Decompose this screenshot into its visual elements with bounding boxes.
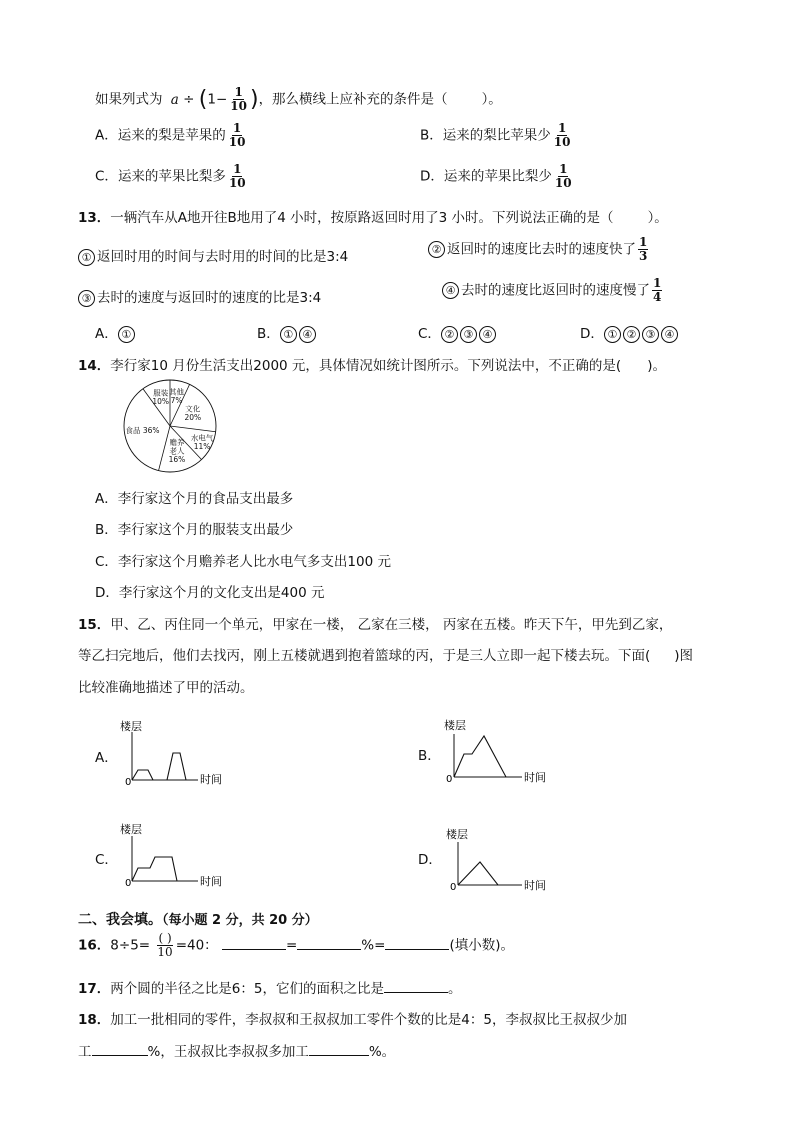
q12-stem-end: ）。 bbox=[481, 91, 502, 108]
q12-stem bbox=[95, 86, 502, 113]
formula-fraction: $\frac{1}{10}$ bbox=[230, 85, 247, 113]
q13-statement-4: ④ 去时的速度比返回时的速度慢了 $\frac{1}{4}$ bbox=[442, 277, 664, 304]
pie-label-0: 服装 10% bbox=[152, 388, 170, 406]
svg-text:0: 0 bbox=[125, 878, 132, 889]
pie-label-5: 食品 36% bbox=[125, 426, 160, 436]
q16-blank-3[interactable] bbox=[385, 935, 449, 950]
q17-blank[interactable] bbox=[384, 978, 448, 993]
svg-text:时间: 时间 bbox=[200, 773, 222, 786]
q14-option-a[interactable]: A．李行家这个月的食品支出最多 bbox=[95, 491, 294, 507]
formula-bracket: ( bbox=[198, 87, 208, 112]
q16-blank-2[interactable] bbox=[297, 935, 361, 950]
q12-stem-post: ，那么横线上应补充的条件是（ bbox=[258, 91, 448, 108]
q16-fraction: $\frac{( )}{10}$ bbox=[157, 931, 173, 959]
formula-one: 1 bbox=[207, 91, 216, 108]
formula-a: a bbox=[170, 91, 179, 108]
q13-statement-2: ② 返回时的速度比去时的速度快了 $\frac{1}{3}$ bbox=[428, 236, 650, 263]
q16-blank-1[interactable] bbox=[222, 935, 286, 950]
svg-text:时间: 时间 bbox=[200, 875, 222, 888]
q15-line-2: 等乙扫完地后，他们去找丙，刚上五楼就遇到抱着篮球的丙，于是三人立即一起下楼去玩。下面( )图 bbox=[78, 648, 694, 664]
q14-option-c[interactable]: C．李行家这个月赡养老人比水电气多支出100 元 bbox=[95, 554, 391, 570]
q15-line-3: 比较准确地描述了甲的活动。 bbox=[78, 680, 254, 696]
q14-option-b[interactable]: B．李行家这个月的服装支出最少 bbox=[95, 522, 294, 538]
formula-divide: ÷ bbox=[183, 91, 195, 108]
pie-label-3: 水电气 11% bbox=[190, 433, 214, 451]
q14-option-d[interactable]: D．李行家这个月的文化支出是400 元 bbox=[95, 585, 325, 601]
q15-graph-d[interactable]: D． 楼层 0 时间 bbox=[418, 828, 546, 893]
q12-option-c[interactable]: C．运来的苹果比梨多 $\frac{1}{10}$ bbox=[95, 162, 246, 190]
q18-line-1: 18．加工一批相同的零件，李叔叔和王叔叔加工零件个数的比是4：5，李叔叔比王叔叔少加 bbox=[78, 1012, 627, 1028]
q12-stem-pre: 如果列式为 bbox=[95, 91, 163, 108]
formula-bracket-close: ) bbox=[249, 87, 259, 112]
svg-text:楼层: 楼层 bbox=[446, 828, 468, 841]
svg-text:0: 0 bbox=[125, 777, 132, 788]
q18-line-2: 工 %，王叔叔比李叔叔多加工 %。 bbox=[78, 1040, 395, 1060]
svg-text:楼层: 楼层 bbox=[120, 720, 142, 733]
pie-label-2: 文化 20% bbox=[184, 404, 202, 422]
pie-label-1: 其他 7% bbox=[169, 387, 185, 406]
q18-blank-2[interactable] bbox=[309, 1041, 369, 1056]
svg-text:时间: 时间 bbox=[524, 771, 546, 784]
q15-graph-a[interactable]: A． 楼层 0 时间 bbox=[95, 720, 222, 788]
q12-option-d[interactable]: D．运来的苹果比梨少 $\frac{1}{10}$ bbox=[420, 162, 572, 190]
svg-text:0: 0 bbox=[450, 882, 457, 893]
svg-text:0: 0 bbox=[446, 774, 453, 785]
q13-option-c[interactable]: C． ② ③ ④ bbox=[418, 322, 498, 343]
q13-stem: 13．一辆汽车从A地开往B地用了4 小时，按原路返回时用了3 小时。下列说法正确的是（ ）。 bbox=[78, 210, 668, 226]
q14-stem: 14．李行家10 月份生活支出2000 元，具体情况如统计图所示。下列说法中，不正确的是( )。 bbox=[78, 358, 666, 374]
pie-label-4: 赡养老人 16% bbox=[168, 438, 186, 465]
q15-graph-c[interactable]: C． 楼层 0 时间 bbox=[95, 823, 222, 889]
q15-graph-b[interactable]: B． 楼层 0 时间 bbox=[418, 719, 546, 785]
svg-text:楼层: 楼层 bbox=[444, 719, 466, 732]
q13-option-b[interactable]: B． ① ④ bbox=[257, 322, 318, 343]
q15-line-1: 15．甲、乙、丙住同一个单元，甲家在一楼， 乙家在三楼， 丙家在五楼。昨天下午，甲先到乙家， bbox=[78, 617, 673, 633]
svg-text:楼层: 楼层 bbox=[120, 823, 142, 836]
svg-text:时间: 时间 bbox=[524, 879, 546, 892]
q17-line: 17．两个圆的半径之比是6：5，它们的面积之比是 。 bbox=[78, 977, 461, 997]
section-2-heading: 二、我会填。（每小题 2 分，共 20 分） bbox=[78, 912, 318, 928]
formula-minus: − bbox=[215, 91, 228, 108]
q13-option-d[interactable]: D． ① ② ③ ④ bbox=[580, 322, 680, 343]
q13-statement-1: ① 返回时用的时间与去时用的时间的比是3:4 bbox=[78, 245, 348, 266]
q13-statement-3: ③ 去时的速度与返回时的速度的比是3:4 bbox=[78, 286, 321, 307]
q13-option-a[interactable]: A． ① bbox=[95, 322, 137, 343]
q12-option-a[interactable]: A．运来的梨是苹果的 $\frac{1}{10}$ bbox=[95, 121, 246, 149]
pie-chart bbox=[108, 376, 248, 476]
q16-line: 16．8÷5= $\frac{( )}{10}$ =40： = %= (填小数)。 bbox=[78, 931, 514, 959]
q18-blank-1[interactable] bbox=[92, 1041, 148, 1056]
q12-option-b[interactable]: B．运来的梨比苹果少 $\frac{1}{10}$ bbox=[420, 121, 571, 149]
